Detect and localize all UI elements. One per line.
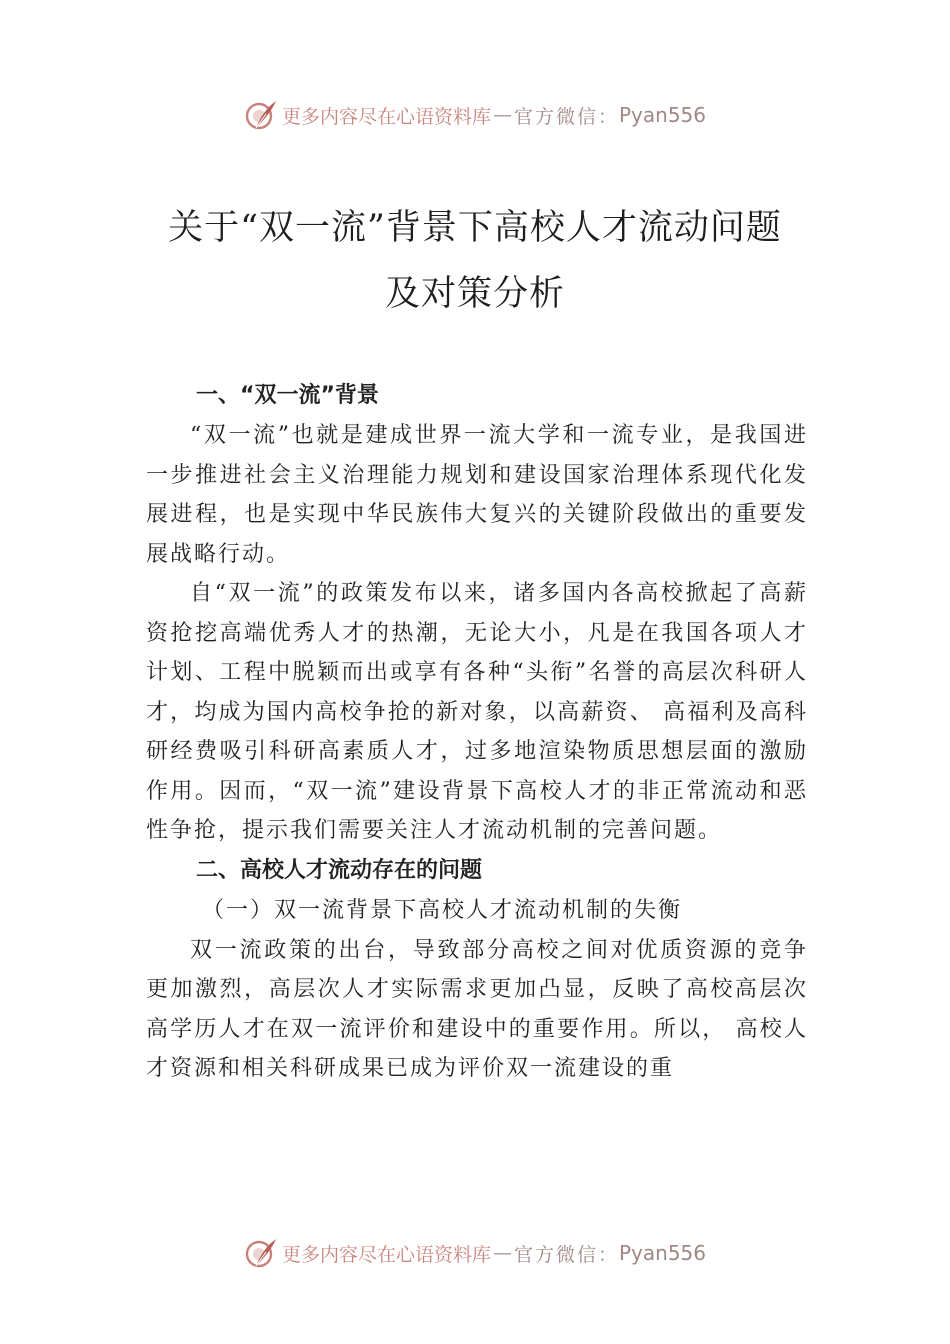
watermark-wechat-id: Pyan556 [619,103,707,127]
watermark-dash: — [492,1242,512,1264]
watermark-wechat-id: Pyan556 [619,1241,707,1265]
watermark-dash: — [492,104,512,126]
section2-heading: 二、高校人才流动存在的问题 [196,857,483,883]
quill-logo-icon [244,1236,278,1270]
watermark-wechat-label: 官方微信： [513,105,619,128]
quill-logo-icon [244,98,278,132]
watermark-wechat-label: 官方微信： [513,1243,619,1266]
watermark-site-text: 更多内容尽在心语资料库 [281,1243,491,1266]
section1-heading: 一、“双一流”背景 [196,383,379,408]
document-body [146,376,808,1089]
document-title-line2: 及对策分析 [384,274,565,314]
watermark-site-text: 更多内容尽在心语资料库 [281,105,491,128]
document-title-line1: 关于“双一流”背景下高校人才流动问题 [168,208,782,248]
section1-paragraph-1: “双一流”也就是建成世界一流大学和一流专业，是我国进一步推进社会主义治理能力规划和建设国家治理体系现代化发展进程，也是实现中华民族伟大复兴的关键阶段做出的重要发展战略行动。 [146,423,808,567]
watermark-footer [0,1233,950,1273]
watermark-header [0,95,950,135]
section1-paragraph-2: 自“双一流”的政策发布以来，诸多国内各高校掀起了高薪资抢挖高端优秀人才的热潮，无论大小，凡是在我国各项人才计划、工程中脱颖而出或享有各种“头衔”名誉的高层次科研人才，均成为国内高校争抢的新对象，以高薪资、 高福利及高科研经费吸引科研高素质人才，过多地渲染物质思想层面的激励作用。因而，“双一流”建设背景下高校人才的非正常流动和恶性争抢，提示我们需要关注人才流动机制的完善问题。 [146,581,808,843]
subsection1-paragraph-1: 双一流政策的出台，导致部分高校之间对优质资源的竞争更加激烈，高层次人才实际需求更加凸显，反映了高校高层次高学历人才在双一流评价和建设中的重要作用。所以， 高校人才资源和相关科研成果已成为评价双一流建设的重 [146,937,808,1081]
subsection1-heading: （一）双一流背景下高校人才流动机制的失衡 [202,897,683,923]
